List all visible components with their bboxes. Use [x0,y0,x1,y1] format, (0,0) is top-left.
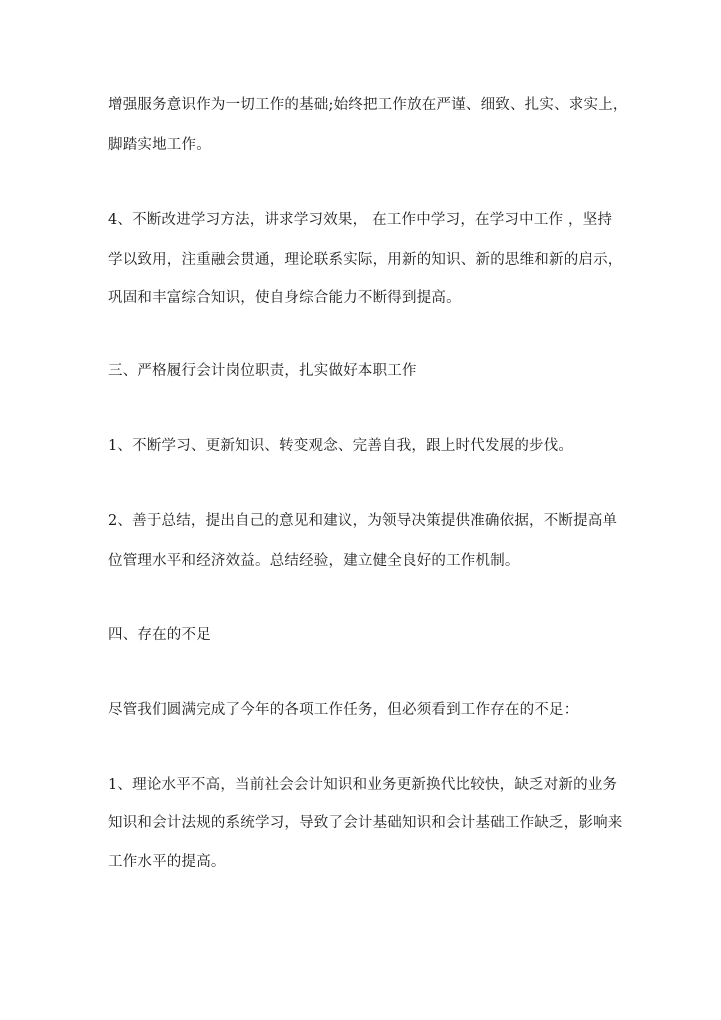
section-heading: 四、存在的不足 [108,627,211,643]
text-line: 4、不断改进学习方法，讲求学习效果， 在工作中学习，在学习中工作 ，坚持 [108,212,613,228]
section-heading: 三、严格履行会计岗位职责，扎实做好本职工作 [108,363,417,379]
text-line: 1、理论水平不高，当前社会会计知识和业务更新换代比较快，缺乏对新的业务 [108,777,618,793]
text-line: 学以致用，注重融会贯通，理论联系实际，用新的知识、新的思维和新的启示， [108,252,623,268]
text-line: 位管理水平和经济效益。总结经验，建立健全良好的工作机制。 [108,553,520,569]
text-line: 知识和会计法规的系统学习，导致了会计基础知识和会计基础工作缺乏，影响来 [108,815,623,831]
text-line: 工作水平的提高。 [108,854,226,870]
text-line: 1、不断学习、更新知识、转变观念、完善自我，跟上时代发展的步伐。 [108,438,574,454]
text-line: 尽管我们圆满完成了今年的各项工作任务，但必须看到工作存在的不足： [108,702,579,718]
text-line: 巩固和丰富综合知识，使自身综合能力不断得到提高。 [108,290,461,306]
text-line: 增强服务意识作为一切工作的基础;始终把工作放在严谨、细致、扎实、求实上， [108,97,628,113]
text-line: 脚踏实地工作。 [108,137,211,153]
text-line: 2、善于总结，提出自己的意见和建议，为领导决策提供准确依据，不断提高单 [108,513,618,529]
